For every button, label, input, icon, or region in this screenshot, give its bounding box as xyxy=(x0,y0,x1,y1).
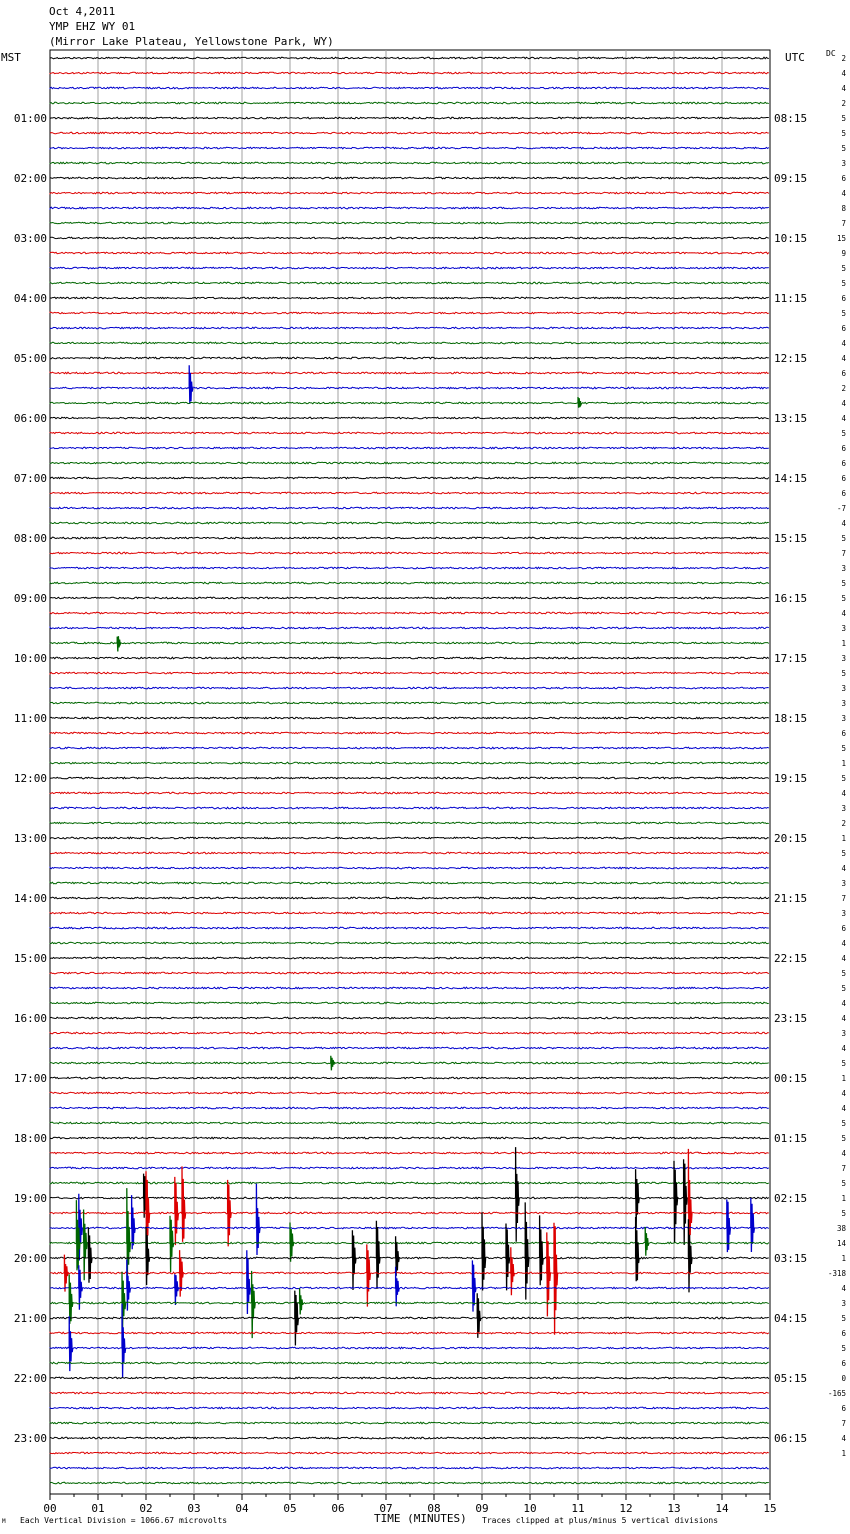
event-spike xyxy=(352,1230,356,1290)
left-hour-label: 12:00 xyxy=(13,772,47,785)
dc-offset-value: 4 xyxy=(841,519,846,528)
trace-line xyxy=(50,807,769,809)
scale-note: Each Vertical Division = 1066.67 microvolts xyxy=(20,1516,228,1525)
trace-line xyxy=(50,252,769,254)
trace-line xyxy=(50,417,769,419)
dc-offset-value: 6 xyxy=(841,459,846,468)
dc-offset-value: 3 xyxy=(841,684,846,693)
left-hour-label: 21:00 xyxy=(13,1312,47,1325)
dc-offset-value: 5 xyxy=(841,579,846,588)
left-hour-label: 04:00 xyxy=(13,292,47,305)
event-spike xyxy=(170,1216,174,1273)
trace-line xyxy=(50,972,769,974)
dc-offset-value: 6 xyxy=(841,369,846,378)
trace-line xyxy=(50,942,769,944)
plot-frame xyxy=(50,50,770,1494)
dc-offset-value: 4 xyxy=(841,1149,846,1158)
event-spike xyxy=(146,1227,150,1285)
trace-line xyxy=(50,357,769,359)
trace-line xyxy=(50,1122,769,1124)
trace-line xyxy=(50,1377,769,1379)
dc-offset-value: 7 xyxy=(841,1164,846,1173)
trace-line xyxy=(50,657,769,659)
dc-offset-value: 3 xyxy=(841,564,846,573)
dc-offset-value: 3 xyxy=(841,714,846,723)
right-hour-label: 13:15 xyxy=(774,412,808,425)
trace-line xyxy=(50,852,769,854)
event-spike xyxy=(506,1224,510,1291)
left-hour-label: 01:00 xyxy=(13,112,47,125)
trace-line xyxy=(50,1062,769,1064)
trace-line xyxy=(50,672,769,674)
trace-line xyxy=(50,1272,769,1274)
event-spike xyxy=(175,1274,179,1305)
trace-line xyxy=(50,1452,769,1454)
trace-line xyxy=(50,927,769,929)
trace-line xyxy=(50,1212,769,1214)
dc-offset-value: 1 xyxy=(841,1194,846,1203)
event-spike xyxy=(182,1166,186,1242)
dc-offset-value: -165 xyxy=(827,1389,846,1398)
trace-line xyxy=(50,777,769,779)
dc-offset-value: 3 xyxy=(841,654,846,663)
trace-line xyxy=(50,1347,769,1349)
event-spike xyxy=(684,1159,688,1245)
dc-offset-value: 3 xyxy=(841,159,846,168)
trace-line xyxy=(50,477,769,479)
dc-offset-value: 5 xyxy=(841,129,846,138)
trace-line xyxy=(50,1077,769,1079)
left-hour-label: 03:00 xyxy=(13,232,47,245)
trace-line xyxy=(50,177,769,179)
header-location: (Mirror Lake Plateau, Yellowstone Park, WY) xyxy=(49,35,334,48)
dc-offset-value: 5 xyxy=(841,849,846,858)
trace-line xyxy=(50,1302,769,1304)
dc-offset-value: 4 xyxy=(841,339,846,348)
dc-offset-value: 1 xyxy=(841,1074,846,1083)
dc-offset-value: 3 xyxy=(841,1299,846,1308)
trace-line xyxy=(50,1257,769,1259)
dc-offset-value: 4 xyxy=(841,1104,846,1113)
event-spike xyxy=(117,636,121,651)
dc-offset-value: 5 xyxy=(841,969,846,978)
dc-offset-value: 1 xyxy=(841,834,846,843)
dc-offset-value: -318 xyxy=(827,1269,846,1278)
dc-offset-value: 6 xyxy=(841,1359,846,1368)
trace-line xyxy=(50,987,769,989)
dc-offset-value: 5 xyxy=(841,744,846,753)
right-hour-label: 00:15 xyxy=(774,1072,808,1085)
trace-line xyxy=(50,792,769,794)
dc-offset-value: 4 xyxy=(841,69,846,78)
right-hour-label: 22:15 xyxy=(774,952,808,965)
right-hour-label: 09:15 xyxy=(774,172,808,185)
event-spike xyxy=(295,1291,299,1346)
right-hour-label: 08:15 xyxy=(774,112,808,125)
trace-line xyxy=(50,642,769,644)
dc-offset-value: 2 xyxy=(841,54,846,63)
right-hour-label: 04:15 xyxy=(774,1312,808,1325)
dc-offset-value: 6 xyxy=(841,1329,846,1338)
dc-offset-value: 7 xyxy=(841,1419,846,1428)
right-hour-label: 11:15 xyxy=(774,292,808,305)
trace-line xyxy=(50,882,769,884)
trace-line xyxy=(50,282,769,284)
event-spike xyxy=(256,1184,260,1255)
trace-line xyxy=(50,1137,769,1139)
dc-offset-value: 3 xyxy=(841,879,846,888)
dc-offset-value: 4 xyxy=(841,1044,846,1053)
event-spike xyxy=(636,1217,640,1281)
x-tick-label: 02 xyxy=(139,1502,153,1515)
trace-line xyxy=(50,102,769,104)
dc-offset-value: 5 xyxy=(841,309,846,318)
trace-line xyxy=(50,207,769,209)
dc-offset-value: 5 xyxy=(841,1059,846,1068)
trace-line xyxy=(50,867,769,869)
dc-offset-value: 4 xyxy=(841,354,846,363)
right-hour-label: 17:15 xyxy=(774,652,808,665)
left-hour-label: 15:00 xyxy=(13,952,47,965)
trace-line xyxy=(50,1242,769,1244)
right-timezone-label: UTC xyxy=(785,51,805,64)
left-hour-label: 10:00 xyxy=(13,652,47,665)
event-spike xyxy=(247,1250,251,1314)
right-hour-label: 01:15 xyxy=(774,1132,808,1145)
dc-offset-value: 1 xyxy=(841,1449,846,1458)
left-hour-label: 09:00 xyxy=(13,592,47,605)
event-spike xyxy=(64,1255,68,1292)
right-hour-label: 02:15 xyxy=(774,1192,808,1205)
trace-line xyxy=(50,1227,769,1229)
dc-offset-value: 14 xyxy=(836,1239,846,1248)
trace-line xyxy=(50,192,769,194)
left-hour-label: 22:00 xyxy=(13,1372,47,1385)
trace-line xyxy=(50,462,769,464)
trace-line xyxy=(50,597,769,599)
dc-offset-value: 1 xyxy=(841,759,846,768)
event-spike xyxy=(674,1161,678,1243)
event-spike xyxy=(300,1288,304,1314)
event-spike xyxy=(175,1177,179,1245)
x-tick-label: 11 xyxy=(571,1502,585,1515)
dc-offset-value: 7 xyxy=(841,219,846,228)
dc-offset-value: 6 xyxy=(841,294,846,303)
trace-line xyxy=(50,237,769,239)
dc-offset-value: 4 xyxy=(841,414,846,423)
trace-line xyxy=(50,732,769,734)
trace-line xyxy=(50,222,769,224)
dc-offset-value: 2 xyxy=(841,384,846,393)
left-hour-label: 02:00 xyxy=(13,172,47,185)
event-spike xyxy=(79,1194,83,1261)
event-spike xyxy=(751,1198,755,1252)
right-hour-label: 06:15 xyxy=(774,1432,808,1445)
x-tick-label: 15 xyxy=(763,1502,777,1515)
trace-line xyxy=(50,507,769,509)
trace-line xyxy=(50,402,769,404)
dc-offset-value: 5 xyxy=(841,984,846,993)
dc-offset-value: 6 xyxy=(841,474,846,483)
trace-line xyxy=(50,822,769,824)
dc-offset-value: 4 xyxy=(841,1434,846,1443)
trace-line xyxy=(50,627,769,629)
trace-line xyxy=(50,837,769,839)
event-spike xyxy=(189,365,193,404)
event-spike xyxy=(482,1212,486,1290)
dc-offset-value: 3 xyxy=(841,909,846,918)
trace-line xyxy=(50,147,769,149)
trace-layer xyxy=(50,57,769,1484)
left-hour-label: 06:00 xyxy=(13,412,47,425)
left-hour-label: 17:00 xyxy=(13,1072,47,1085)
trace-line xyxy=(50,1167,769,1169)
x-tick-label: 05 xyxy=(283,1502,297,1515)
header-date: Oct 4,2011 xyxy=(49,5,116,18)
event-spike xyxy=(540,1215,544,1285)
left-hour-label: 05:00 xyxy=(13,352,47,365)
dc-offset-value: -7 xyxy=(836,504,846,513)
dc-offset-value: 0 xyxy=(841,1374,846,1383)
left-hour-label: 16:00 xyxy=(13,1012,47,1025)
dc-offset-value: 5 xyxy=(841,264,846,273)
dc-offset-value: 5 xyxy=(841,114,846,123)
trace-line xyxy=(50,1002,769,1004)
corner-mark: M xyxy=(2,1518,6,1525)
dc-offset-value: 4 xyxy=(841,999,846,1008)
dc-offset-value: 15 xyxy=(836,234,846,243)
trace-line xyxy=(50,1392,769,1394)
trace-line xyxy=(50,372,769,374)
trace-line xyxy=(50,1287,769,1289)
right-hour-label: 14:15 xyxy=(774,472,808,485)
dc-offset-value: 4 xyxy=(841,609,846,618)
dc-offset-value: 5 xyxy=(841,669,846,678)
trace-line xyxy=(50,957,769,959)
trace-line xyxy=(50,162,769,164)
right-hour-label: 19:15 xyxy=(774,772,808,785)
right-hour-label: 18:15 xyxy=(774,712,808,725)
dc-offset-value: 4 xyxy=(841,1014,846,1023)
clip-note: Traces clipped at plus/minus 5 vertical divisions xyxy=(482,1516,719,1525)
left-hour-label: 23:00 xyxy=(13,1432,47,1445)
dc-offset-value: 7 xyxy=(841,894,846,903)
event-spike xyxy=(88,1227,92,1282)
right-hour-label: 20:15 xyxy=(774,832,808,845)
trace-line xyxy=(50,57,769,59)
x-axis-label: TIME (MINUTES) xyxy=(374,1512,467,1525)
trace-line xyxy=(50,1437,769,1439)
event-spike xyxy=(376,1221,380,1289)
trace-line xyxy=(50,1047,769,1049)
dc-offset-value: 5 xyxy=(841,1314,846,1323)
x-tick-label: 00 xyxy=(43,1502,57,1515)
x-tick-label: 09 xyxy=(475,1502,489,1515)
right-hour-label: 21:15 xyxy=(774,892,808,905)
dc-offset-value: 5 xyxy=(841,1134,846,1143)
event-spike xyxy=(727,1199,731,1252)
event-spike xyxy=(132,1195,136,1249)
dc-offset-value: 4 xyxy=(841,189,846,198)
dc-offset-value: 6 xyxy=(841,729,846,738)
dc-offset-value: 3 xyxy=(841,699,846,708)
dc-offset-value: 6 xyxy=(841,174,846,183)
dc-offset-value: 5 xyxy=(841,774,846,783)
trace-line xyxy=(50,747,769,749)
event-spike xyxy=(180,1250,184,1297)
trace-line xyxy=(50,522,769,524)
trace-line xyxy=(50,327,769,329)
left-hour-label: 14:00 xyxy=(13,892,47,905)
left-hour-label: 19:00 xyxy=(13,1192,47,1205)
dc-offset-value: 1 xyxy=(841,1254,846,1263)
event-spike xyxy=(645,1227,649,1256)
trace-line xyxy=(50,1362,769,1364)
dc-offset-value: 4 xyxy=(841,864,846,873)
trace-line xyxy=(50,687,769,689)
x-tick-label: 08 xyxy=(427,1502,441,1515)
dc-offset-value: 6 xyxy=(841,924,846,933)
dc-offset-value: 5 xyxy=(841,1179,846,1188)
trace-line xyxy=(50,1467,769,1469)
trace-line xyxy=(50,297,769,299)
right-hour-label: 12:15 xyxy=(774,352,808,365)
trace-line xyxy=(50,612,769,614)
trace-line xyxy=(50,72,769,74)
x-tick-label: 10 xyxy=(523,1502,537,1515)
left-hour-label: 18:00 xyxy=(13,1132,47,1145)
right-hour-label: 15:15 xyxy=(774,532,808,545)
trace-line xyxy=(50,1182,769,1184)
left-hour-label: 13:00 xyxy=(13,832,47,845)
dc-offset-value: 5 xyxy=(841,1209,846,1218)
trace-line xyxy=(50,582,769,584)
dc-offset-value: 6 xyxy=(841,324,846,333)
trace-line xyxy=(50,342,769,344)
trace-line xyxy=(50,717,769,719)
dc-offset-value: 6 xyxy=(841,1404,846,1413)
dc-offset-value: 5 xyxy=(841,594,846,603)
left-hour-label: 08:00 xyxy=(13,532,47,545)
dc-offset-value: 4 xyxy=(841,939,846,948)
left-hour-label: 11:00 xyxy=(13,712,47,725)
dc-offset-value: 3 xyxy=(841,624,846,633)
trace-line xyxy=(50,1152,769,1154)
dc-offset-value: 2 xyxy=(841,819,846,828)
x-tick-label: 07 xyxy=(379,1502,393,1515)
dc-offset-value: 38 xyxy=(836,1224,846,1233)
dc-offset-value: 5 xyxy=(841,534,846,543)
dc-offset-value: 1 xyxy=(841,639,846,648)
right-hour-label: 16:15 xyxy=(774,592,808,605)
right-hour-label: 03:15 xyxy=(774,1252,808,1265)
x-tick-label: 01 xyxy=(91,1502,105,1515)
trace-line xyxy=(50,762,769,764)
trace-line xyxy=(50,132,769,134)
event-spike xyxy=(252,1271,256,1338)
event-spike xyxy=(331,1056,335,1071)
dc-offset-value: 5 xyxy=(841,144,846,153)
trace-line xyxy=(50,1482,769,1484)
left-hour-label: 20:00 xyxy=(13,1252,47,1265)
dc-offset-value: 5 xyxy=(841,429,846,438)
dc-offset-value: 4 xyxy=(841,399,846,408)
trace-line xyxy=(50,87,769,89)
x-tick-label: 06 xyxy=(331,1502,345,1515)
dc-offset-value: 4 xyxy=(841,954,846,963)
trace-line xyxy=(50,702,769,704)
trace-line xyxy=(50,552,769,554)
x-tick-label: 12 xyxy=(619,1502,633,1515)
dc-offset-value: 5 xyxy=(841,1119,846,1128)
x-tick-label: 13 xyxy=(667,1502,681,1515)
dc-offset-value: 9 xyxy=(841,249,846,258)
trace-line xyxy=(50,117,769,119)
trace-line xyxy=(50,387,769,389)
dc-offset-value: 4 xyxy=(841,1089,846,1098)
event-spike xyxy=(525,1202,529,1299)
dc-offset-value: 4 xyxy=(841,1284,846,1293)
trace-line xyxy=(50,897,769,899)
dc-offset-value: 2 xyxy=(841,99,846,108)
trace-line xyxy=(50,1317,769,1319)
event-spike xyxy=(228,1180,232,1247)
trace-line xyxy=(50,312,769,314)
trace-line xyxy=(50,492,769,494)
right-hour-label: 23:15 xyxy=(774,1012,808,1025)
event-spike xyxy=(84,1210,88,1281)
trace-line xyxy=(50,1197,769,1199)
dc-offset-value: 6 xyxy=(841,489,846,498)
right-hour-label: 10:15 xyxy=(774,232,808,245)
dc-offset-value: 5 xyxy=(841,279,846,288)
dc-offset-value: 5 xyxy=(841,1344,846,1353)
trace-line xyxy=(50,537,769,539)
trace-line xyxy=(50,1407,769,1409)
header-station: YMP EHZ WY 01 xyxy=(49,20,136,33)
trace-line xyxy=(50,1107,769,1109)
trace-line xyxy=(50,447,769,449)
trace-line xyxy=(50,912,769,914)
event-spike xyxy=(477,1293,481,1338)
dc-offset-value: 4 xyxy=(841,84,846,93)
dc-offset-value: 3 xyxy=(841,1029,846,1038)
left-hour-label: 07:00 xyxy=(13,472,47,485)
x-tick-label: 14 xyxy=(715,1502,729,1515)
trace-line xyxy=(50,1422,769,1424)
left-timezone-label: MST xyxy=(1,51,21,64)
trace-line xyxy=(50,1017,769,1019)
right-hour-label: 05:15 xyxy=(774,1372,808,1385)
x-tick-label: 04 xyxy=(235,1502,249,1515)
dc-offset-value: 6 xyxy=(841,444,846,453)
dc-offset-value: 7 xyxy=(841,549,846,558)
trace-line xyxy=(50,567,769,569)
dc-offset-value: 4 xyxy=(841,789,846,798)
trace-line xyxy=(50,432,769,434)
dc-offset-value: 8 xyxy=(841,204,846,213)
x-tick-label: 03 xyxy=(187,1502,201,1515)
trace-line xyxy=(50,1332,769,1334)
trace-line xyxy=(50,267,769,269)
event-spike xyxy=(578,397,582,408)
dc-label: DC xyxy=(826,49,836,58)
dc-offset-value: 3 xyxy=(841,804,846,813)
event-spike xyxy=(367,1244,371,1306)
trace-line xyxy=(50,1032,769,1034)
trace-line xyxy=(50,1092,769,1094)
